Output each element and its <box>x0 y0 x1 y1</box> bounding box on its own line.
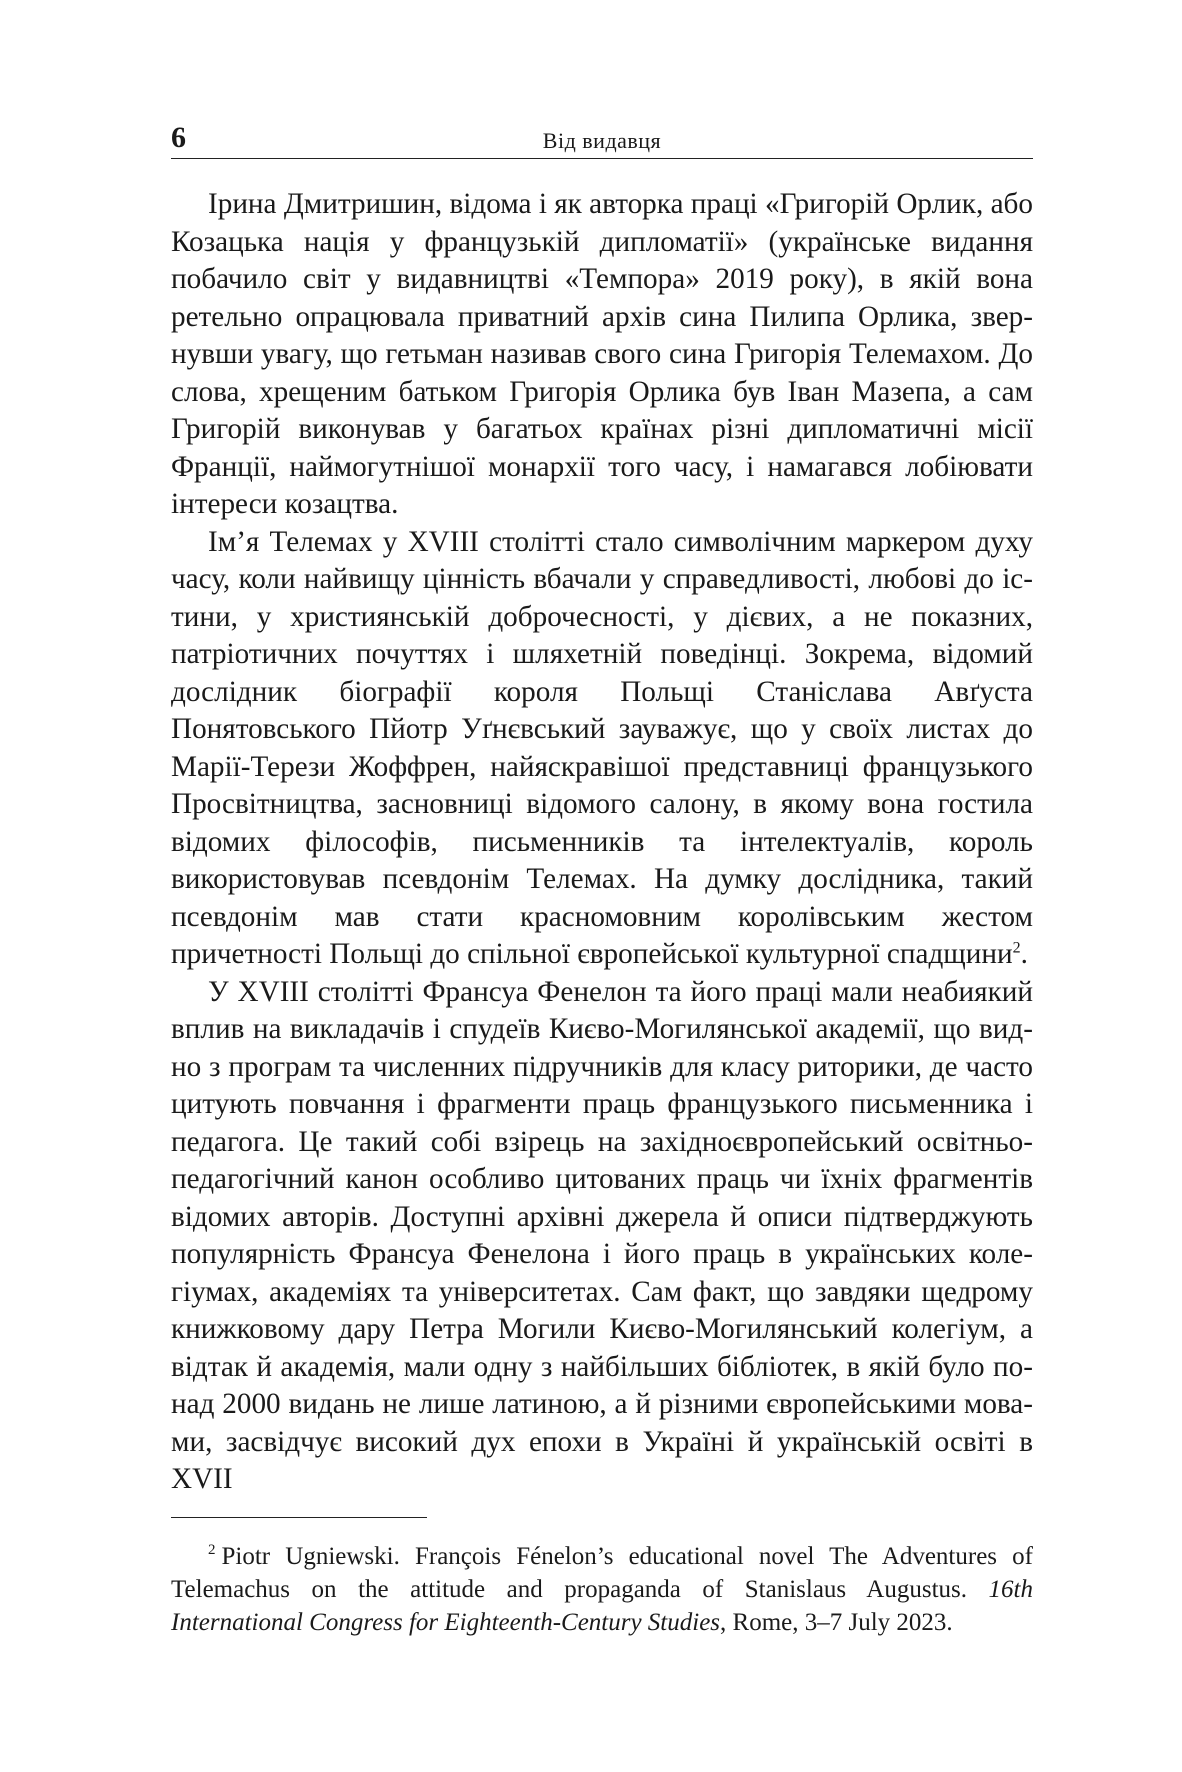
paragraph-2 <box>171 524 1033 974</box>
paragraph-2-text: Ім’я Телемах у XVIII столітті стало символічним маркером духу часу, коли найвищу цінність вбачали у справедливості, любові до істини, у християнській доброчесності, у дієвих, а не показних, патріотичних почуттях і шляхетній поведінці. Зокрема, відомий дослідник біографії короля Польщі Станіслава Авґуста Понятовського Пйотр Уґнєвський зауважує, що у своїх листах до Марії-Терези Жоффрен, найяскравішої представниці французького Просвітництва, засновниці відомого салону, в якому вона гостила відомих філософів, письменників та інтелектуалів, король використовував псевдонім Телемах. На думку дослідника, такий псевдонім мав стати красномовним королівським жестом причетності Польщі до спільної європейської культурної спадщини <box>171 525 1033 970</box>
footnote-reference[interactable]: 2 <box>1012 939 1021 957</box>
footnote-italic-title: 16th International Congress for Eighteenth-Century Studies <box>171 1575 1033 1636</box>
book-page <box>171 121 1033 1639</box>
footnotes <box>171 1540 1033 1639</box>
footnote-divider <box>171 1517 427 1518</box>
footnote-text: Piotr Ugniewski. François Fénelon’s educational novel The Adventures of Telemachus on the attitude and propaganda of Stanislaus Augustus. <box>171 1542 1033 1603</box>
paragraph-1: Ірина Дмитришин, відома і як авторка праці «Григорій Орлик, або Козацька нація у французькій дипломатії» (українське видання побачило світ у видавництві «Темпора» 2019 року), в якій вона ретельно опрацювала приватний архів сина Пилипа Орлика, звернувши увагу, що гетьман називав свого сина Григорія Телемахом. До слова, хрещеним батьком Григорія Орлика був Іван Мазепа, а сам Григорій виконував у багатьох країнах різні дипломатичні місії Франції, наймогутнішої монархії того часу, і намагався лобіювати інтереси козацтва. <box>171 188 1033 520</box>
footnote-number: 2 <box>208 1542 216 1559</box>
body-text <box>171 186 1033 1499</box>
running-title: Від видавця <box>542 128 662 153</box>
paragraph-3: У XVIII столітті Франсуа Фенелон та його праці мали неабиякий вплив на викладачів і спудеїв Києво-Могилянської академії, що видно з програм та численних підручників для класу риторики, де часто цитують повчання і фрагменти праць французького письменника і педагога. Це такий собі взірець на західноєвропейський освітньо-педагогічний канон особливо цитованих праць чи їхніх фрагментів відомих авторів. Доступні архівні джерела й описи підтверджують популярність Франсуа Фенелона і його праць в українських колегіумах, академіях та університетах. Сам факт, що завдяки щедрому книжковому дару Петра Могили Києво-Могилянський колегіум, а відтак й академія, мали одну з найбільших бібліотек, в якій було понад 2000 видань не лише латиною, а й різними європейськими мовами, засвідчує високий дух епохи в Україні й українській освіті в XVII <box>171 975 1033 1495</box>
footnote-2 <box>171 1540 1033 1639</box>
running-head <box>171 121 1033 159</box>
paragraph-2-end: . <box>1020 938 1028 970</box>
footnote-text-tail: , Rome, 3–7 July 2023. <box>720 1608 953 1636</box>
page-number: 6 <box>171 121 186 154</box>
